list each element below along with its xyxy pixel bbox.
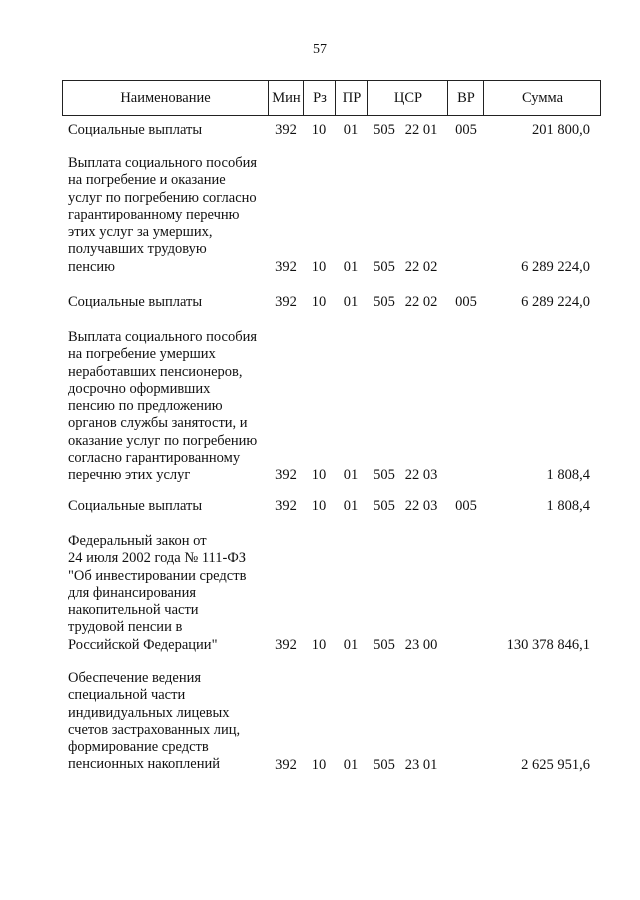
- row-name: Социальные выплаты: [68, 294, 203, 310]
- row-csr1: 505: [373, 467, 395, 484]
- row-min: 392: [275, 122, 297, 138]
- header-csr: ЦСР: [367, 81, 448, 115]
- row-csr1: 505: [373, 122, 395, 138]
- row-pr: 01: [343, 294, 359, 310]
- row-pr: 01: [343, 122, 359, 138]
- row-min: 392: [275, 258, 297, 275]
- row-csr1: 505: [373, 756, 395, 773]
- row-pr: 01: [343, 258, 359, 275]
- table-row: [0, 155, 640, 276]
- row-csr2: 23 01: [404, 756, 438, 773]
- row-csr2: 22 01: [404, 122, 438, 138]
- row-min: 392: [275, 498, 297, 514]
- header-pr: ПР: [335, 81, 368, 115]
- row-csr1: 505: [373, 636, 395, 653]
- row-min: 392: [275, 294, 297, 310]
- row-sum: 6 289 224,0: [521, 294, 590, 310]
- row-rz: 10: [311, 636, 327, 653]
- row-vr: 005: [455, 294, 477, 310]
- table-row: [0, 122, 640, 139]
- row-name: Социальные выплаты: [68, 498, 203, 514]
- row-pr: 01: [343, 756, 359, 773]
- header-min: Мин: [268, 81, 304, 115]
- row-csr2: 23 00: [404, 636, 438, 653]
- row-vr: 005: [455, 122, 477, 138]
- row-csr2: 22 03: [404, 498, 438, 514]
- header-sum: Сумма: [483, 81, 601, 115]
- table-row: [0, 498, 640, 515]
- table-row: [0, 329, 640, 485]
- row-pr: 01: [343, 498, 359, 514]
- row-csr2: 22 03: [404, 467, 438, 484]
- row-min: 392: [275, 756, 297, 773]
- row-csr1: 505: [373, 294, 395, 310]
- header-rz: Рз: [303, 81, 336, 115]
- row-sum: 1 808,4: [546, 498, 590, 514]
- row-rz: 10: [311, 756, 327, 773]
- row-pr: 01: [343, 467, 359, 484]
- row-csr1: 505: [373, 498, 395, 514]
- row-sum: 130 378 846,1: [506, 636, 590, 653]
- row-sum: 6 289 224,0: [521, 258, 590, 275]
- row-sum: 201 800,0: [532, 122, 590, 138]
- row-name: Выплата социального пособия на погребение и оказание услуг по погребению согласно гарантированному перечню этих услуг за умерших, получавших трудовую пенсию: [68, 155, 257, 275]
- header-vr: ВР: [447, 81, 484, 115]
- row-csr1: 505: [373, 258, 395, 275]
- row-vr: 005: [455, 498, 477, 514]
- row-csr2: 22 02: [404, 258, 438, 275]
- row-min: 392: [275, 467, 297, 484]
- row-name: Федеральный закон от 24 июля 2002 года № 111-ФЗ "Об инвестировании средств для финансирования накопительной части трудовой пенсии в Российской Федерации": [68, 533, 247, 653]
- row-name: Обеспечение ведения специальной части индивидуальных лицевых счетов застрахованных лиц, формирование средств пенсионных накоплений: [68, 670, 241, 773]
- row-min: 392: [275, 636, 297, 653]
- row-pr: 01: [343, 636, 359, 653]
- table-row: [0, 533, 640, 654]
- page-number: 57: [313, 42, 327, 57]
- row-rz: 10: [311, 467, 327, 484]
- row-rz: 10: [311, 294, 327, 310]
- row-csr2: 22 02: [404, 294, 438, 310]
- row-rz: 10: [311, 122, 327, 138]
- table-row: [0, 294, 640, 311]
- row-sum: 1 808,4: [546, 467, 590, 484]
- header-name: Наименование: [120, 90, 211, 106]
- row-rz: 10: [311, 258, 327, 275]
- row-name: Выплата социального пособия на погребение умерших неработавших пенсионеров, досрочно оформивших пенсию по предложению органов службы занятости, и оказание услуг по погребению согласно гарантированному перечню этих услуг: [68, 329, 258, 484]
- table-header: [62, 80, 601, 116]
- table-row: [0, 670, 640, 774]
- row-sum: 2 625 951,6: [521, 756, 590, 773]
- row-rz: 10: [311, 498, 327, 514]
- row-name: Социальные выплаты: [68, 122, 203, 138]
